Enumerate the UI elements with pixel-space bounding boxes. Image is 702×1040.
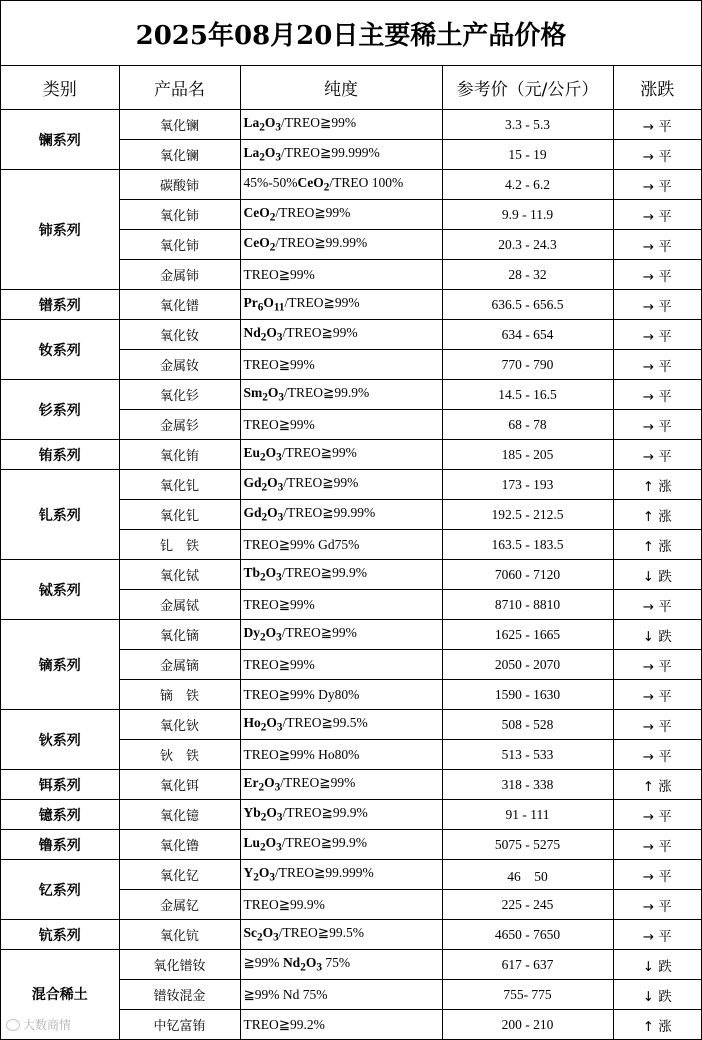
trend-cell: ↓ 跌 xyxy=(613,950,701,980)
price-cell: 15 - 19 xyxy=(442,140,613,170)
purity-text: O xyxy=(267,505,278,521)
header-category: 类别 xyxy=(1,66,119,110)
formula-subscript: 2 xyxy=(260,331,267,344)
purity-text: TREO≧99.2% xyxy=(243,1016,325,1032)
purity-text: /TREO≧99.5% xyxy=(278,925,364,941)
table-row xyxy=(1,290,701,320)
price-cell: 3.3 - 5.3 xyxy=(442,110,613,140)
price-cell: 46 50 xyxy=(442,860,613,890)
price-cell: 225 - 245 xyxy=(442,890,613,920)
category-cell: 钆系列 xyxy=(1,470,119,560)
product-name-cell: 氧化钪 xyxy=(119,920,240,950)
purity-cell xyxy=(240,470,442,500)
price-cell: 770 - 790 xyxy=(442,350,613,380)
trend-cell: ↓ 跌 xyxy=(613,560,701,590)
price-cell: 20.3 - 24.3 xyxy=(442,230,613,260)
formula-subscript: 2 xyxy=(260,811,267,824)
purity-text: O xyxy=(264,775,275,791)
purity-text: /TREO≧99% xyxy=(281,115,357,131)
formula-subscript: 2 xyxy=(323,181,330,194)
table-row xyxy=(1,920,701,950)
price-cell: 28 - 32 xyxy=(442,260,613,290)
price-cell: 68 - 78 xyxy=(442,410,613,440)
purity-text: CeO xyxy=(243,235,270,251)
purity-cell xyxy=(240,770,442,800)
product-name-cell: 氧化钆 xyxy=(119,500,240,530)
purity-text: Nd xyxy=(282,955,301,971)
purity-cell xyxy=(240,590,442,620)
price-cell: 8710 - 8810 xyxy=(442,590,613,620)
category-cell: 镧系列 xyxy=(1,110,119,170)
formula-subscript: 2 xyxy=(300,961,306,974)
purity-text: /TREO≧99% xyxy=(275,205,351,221)
purity-text: O xyxy=(263,295,274,311)
trend-cell: ↑ 涨 xyxy=(613,770,701,800)
trend-cell: → 平 xyxy=(613,260,701,290)
trend-cell: → 平 xyxy=(613,320,701,350)
purity-text: O xyxy=(265,625,277,641)
page-title: 2025年08月20日主要稀土产品价格 xyxy=(1,1,701,66)
trend-cell: → 平 xyxy=(613,110,701,140)
purity-text: ≧99% xyxy=(243,955,283,971)
product-name-cell: 氧化铕 xyxy=(119,440,240,470)
price-cell: 508 - 528 xyxy=(442,710,613,740)
category-cell: 钇系列 xyxy=(1,860,119,920)
purity-text: TREO≧99% xyxy=(243,596,315,612)
product-name-cell: 钆 铁 xyxy=(119,530,240,560)
category-cell: 镨系列 xyxy=(1,290,119,320)
purity-cell xyxy=(240,260,442,290)
price-cell: 2050 - 2070 xyxy=(442,650,613,680)
purity-cell xyxy=(240,860,442,890)
purity-text: /TREO 100% xyxy=(329,175,404,191)
purity-text: O xyxy=(265,445,277,461)
price-cell: 7060 - 7120 xyxy=(442,560,613,590)
product-name-cell: 氧化钬 xyxy=(119,710,240,740)
purity-text: Dy xyxy=(243,625,260,641)
trend-cell: → 平 xyxy=(613,920,701,950)
table-row xyxy=(1,110,701,140)
formula-subscript: 3 xyxy=(274,781,281,794)
trend-cell: → 平 xyxy=(613,890,701,920)
category-cell: 钪系列 xyxy=(1,920,119,950)
purity-text: /TREO≧99% xyxy=(281,625,357,641)
table-row xyxy=(1,770,701,800)
price-cell: 173 - 193 xyxy=(442,470,613,500)
purity-text: O xyxy=(266,325,277,341)
trend-cell: → 平 xyxy=(613,140,701,170)
purity-text: CeO xyxy=(297,175,324,191)
formula-subscript: 2 xyxy=(260,841,266,854)
price-cell: 9.9 - 11.9 xyxy=(442,200,613,230)
purity-text: /TREO≧99% xyxy=(280,775,356,791)
formula-subscript: 3 xyxy=(276,811,283,824)
formula-subscript: 2 xyxy=(258,781,265,794)
purity-cell xyxy=(240,290,442,320)
formula-subscript: 3 xyxy=(276,451,282,464)
product-name-cell: 氧化铈 xyxy=(119,230,240,260)
purity-text: /TREO≧99% xyxy=(283,475,359,491)
product-name-cell: 金属钕 xyxy=(119,350,240,380)
purity-text: Eu xyxy=(243,445,261,461)
purity-text: La xyxy=(243,115,260,131)
purity-cell xyxy=(240,530,442,560)
purity-text: TREO≧99% xyxy=(243,416,315,432)
formula-subscript: 3 xyxy=(273,931,279,944)
purity-cell xyxy=(240,680,442,710)
product-name-cell: 氧化钇 xyxy=(119,860,240,890)
table-row xyxy=(1,860,701,890)
trend-cell: → 平 xyxy=(613,410,701,440)
category-cell: 铽系列 xyxy=(1,560,119,620)
product-name-cell: 氧化铈 xyxy=(119,200,240,230)
purity-cell xyxy=(240,740,442,770)
table-row xyxy=(1,710,701,740)
formula-subscript: 3 xyxy=(275,151,282,164)
purity-cell xyxy=(240,230,442,260)
trend-cell: ↑ 涨 xyxy=(613,1010,701,1040)
header-purity: 纯度 xyxy=(240,66,442,110)
purity-text: /TREO≧99.999% xyxy=(281,145,380,161)
purity-cell xyxy=(240,500,442,530)
category-cell: 混合稀土 xyxy=(1,950,119,1040)
formula-subscript: 3 xyxy=(277,481,284,494)
formula-subscript: 2 xyxy=(262,391,268,404)
trend-cell: → 平 xyxy=(613,590,701,620)
purity-text: Nd xyxy=(243,325,261,341)
purity-cell xyxy=(240,920,442,950)
purity-text: O xyxy=(258,865,270,881)
trend-cell: → 平 xyxy=(613,740,701,770)
purity-cell xyxy=(240,650,442,680)
formula-subscript: 2 xyxy=(261,511,268,524)
purity-text: O xyxy=(264,145,276,161)
purity-text: Sc xyxy=(243,925,257,941)
price-cell: 513 - 533 xyxy=(442,740,613,770)
formula-subscript: 3 xyxy=(276,721,283,734)
purity-text: 45%-50% xyxy=(243,175,298,191)
product-name-cell: 金属镝 xyxy=(119,650,240,680)
product-name-cell: 氧化钐 xyxy=(119,380,240,410)
formula-subscript: 2 xyxy=(259,151,265,164)
purity-text: 75% xyxy=(321,955,351,971)
purity-text: /TREO≧99.999% xyxy=(275,865,374,881)
table-body xyxy=(1,110,701,1040)
category-cell: 钬系列 xyxy=(1,710,119,770)
purity-text: /TREO≧99.99% xyxy=(283,505,376,521)
trend-cell: → 平 xyxy=(613,860,701,890)
purity-text: O xyxy=(305,955,317,971)
formula-subscript: 3 xyxy=(276,631,282,644)
purity-text: O xyxy=(265,835,277,851)
header-row xyxy=(1,66,701,110)
purity-cell xyxy=(240,830,442,860)
price-cell: 1625 - 1665 xyxy=(442,620,613,650)
product-name-cell: 氧化镨钕 xyxy=(119,950,240,980)
purity-cell xyxy=(240,710,442,740)
watermark-text: 大数商情 xyxy=(23,1018,72,1032)
purity-cell xyxy=(240,410,442,440)
product-name-cell: 氧化铽 xyxy=(119,560,240,590)
purity-cell xyxy=(240,320,442,350)
purity-text: O xyxy=(267,385,279,401)
category-cell: 铕系列 xyxy=(1,440,119,470)
category-cell: 镥系列 xyxy=(1,830,119,860)
purity-text: TREO≧99% xyxy=(243,656,315,672)
formula-subscript: 2 xyxy=(269,241,276,254)
purity-text: Yb xyxy=(243,805,261,821)
purity-text: /TREO≧99.5% xyxy=(282,715,368,731)
product-name-cell: 氧化钆 xyxy=(119,470,240,500)
purity-cell xyxy=(240,890,442,920)
formula-subscript: 2 xyxy=(260,451,266,464)
purity-cell xyxy=(240,380,442,410)
table-row xyxy=(1,320,701,350)
trend-cell: → 平 xyxy=(613,800,701,830)
formula-subscript: 2 xyxy=(257,931,263,944)
category-cell: 铈系列 xyxy=(1,170,119,290)
purity-text: Gd xyxy=(243,475,262,491)
price-cell: 200 - 210 xyxy=(442,1010,613,1040)
purity-text: TREO≧99% Gd75% xyxy=(243,536,360,552)
trend-cell: → 平 xyxy=(613,230,701,260)
trend-cell: → 平 xyxy=(613,290,701,320)
purity-text: O xyxy=(264,115,276,131)
price-cell: 14.5 - 16.5 xyxy=(442,380,613,410)
purity-text: /TREO≧99.9% xyxy=(284,385,370,401)
header-reference-price: 参考价（元/公斤） xyxy=(442,66,613,110)
purity-text: Sm xyxy=(243,385,263,401)
product-name-cell: 氧化镝 xyxy=(119,620,240,650)
purity-cell xyxy=(240,1010,442,1040)
purity-cell xyxy=(240,800,442,830)
price-cell: 755- 775 xyxy=(442,980,613,1010)
purity-text: O xyxy=(265,565,277,581)
purity-cell xyxy=(240,110,442,140)
table-row xyxy=(1,440,701,470)
purity-text: ≧99% Nd 75% xyxy=(243,986,328,1002)
table-row xyxy=(1,620,701,650)
formula-subscript: 2 xyxy=(253,871,259,884)
purity-text: /TREO≧99.9% xyxy=(281,565,367,581)
purity-text: /TREO≧99.9% xyxy=(281,835,367,851)
price-cell: 636.5 - 656.5 xyxy=(442,290,613,320)
price-cell: 91 - 111 xyxy=(442,800,613,830)
purity-text: O xyxy=(266,805,277,821)
header-change: 涨跌 xyxy=(613,66,701,110)
table-row xyxy=(1,170,701,200)
trend-cell: → 平 xyxy=(613,380,701,410)
purity-text: Lu xyxy=(243,835,261,851)
price-cell: 192.5 - 212.5 xyxy=(442,500,613,530)
purity-text: O xyxy=(262,925,274,941)
formula-subscript: 3 xyxy=(276,841,282,854)
purity-text: TREO≧99% xyxy=(243,266,315,282)
product-name-cell: 氧化镧 xyxy=(119,140,240,170)
trend-cell: → 平 xyxy=(613,830,701,860)
price-cell: 4650 - 7650 xyxy=(442,920,613,950)
price-cell: 5075 - 5275 xyxy=(442,830,613,860)
purity-text: TREO≧99.9% xyxy=(243,896,325,912)
purity-text: La xyxy=(243,145,260,161)
product-name-cell: 氧化铒 xyxy=(119,770,240,800)
table-row xyxy=(1,470,701,500)
price-table xyxy=(1,66,701,1040)
purity-text: Pr xyxy=(243,295,258,311)
table-row xyxy=(1,950,701,980)
purity-cell xyxy=(240,170,442,200)
product-name-cell: 金属铈 xyxy=(119,260,240,290)
price-cell: 4.2 - 6.2 xyxy=(442,170,613,200)
product-name-cell: 镝 铁 xyxy=(119,680,240,710)
trend-cell: → 平 xyxy=(613,170,701,200)
purity-text: /TREO≧99.99% xyxy=(275,235,368,251)
trend-cell: ↓ 跌 xyxy=(613,620,701,650)
purity-cell xyxy=(240,140,442,170)
formula-subscript: 3 xyxy=(277,511,284,524)
purity-text: /TREO≧99.9% xyxy=(282,805,368,821)
formula-subscript: 3 xyxy=(316,961,322,974)
price-cell: 634 - 654 xyxy=(442,320,613,350)
product-name-cell: 碳酸铈 xyxy=(119,170,240,200)
purity-text: Y xyxy=(243,865,254,881)
purity-text: Ho xyxy=(243,715,261,731)
purity-cell xyxy=(240,620,442,650)
category-cell: 钐系列 xyxy=(1,380,119,440)
formula-subscript: 3 xyxy=(278,391,285,404)
category-cell: 铒系列 xyxy=(1,770,119,800)
trend-cell: → 平 xyxy=(613,440,701,470)
product-name-cell: 金属钐 xyxy=(119,410,240,440)
watermark xyxy=(6,1016,71,1033)
table-row xyxy=(1,800,701,830)
trend-cell: → 平 xyxy=(613,200,701,230)
product-name-cell: 金属钇 xyxy=(119,890,240,920)
purity-cell xyxy=(240,350,442,380)
formula-subscript: 2 xyxy=(260,571,266,584)
purity-text: Tb xyxy=(243,565,261,581)
category-cell: 钕系列 xyxy=(1,320,119,380)
product-name-cell: 氧化镥 xyxy=(119,830,240,860)
product-name-cell: 氧化镱 xyxy=(119,800,240,830)
trend-cell: → 平 xyxy=(613,680,701,710)
trend-cell: → 平 xyxy=(613,650,701,680)
product-name-cell: 氧化镨 xyxy=(119,290,240,320)
product-name-cell: 中钇富铕 xyxy=(119,1010,240,1040)
trend-cell: ↓ 跌 xyxy=(613,980,701,1010)
purity-text: O xyxy=(267,475,278,491)
formula-subscript: 3 xyxy=(269,871,276,884)
product-name-cell: 金属铽 xyxy=(119,590,240,620)
price-cell: 1590 - 1630 xyxy=(442,680,613,710)
purity-text: TREO≧99% Dy80% xyxy=(243,686,360,702)
purity-text: TREO≧99% Ho80% xyxy=(243,746,360,762)
table-row xyxy=(1,380,701,410)
formula-subscript: 3 xyxy=(275,121,282,134)
formula-subscript: 6 xyxy=(257,301,264,314)
purity-text: CeO xyxy=(243,205,270,221)
trend-cell: ↑ 涨 xyxy=(613,500,701,530)
purity-cell xyxy=(240,950,442,980)
product-name-cell: 氧化镧 xyxy=(119,110,240,140)
category-cell: 镱系列 xyxy=(1,800,119,830)
price-cell: 617 - 637 xyxy=(442,950,613,980)
formula-subscript: 3 xyxy=(276,571,282,584)
product-name-cell: 氧化钕 xyxy=(119,320,240,350)
purity-cell xyxy=(240,980,442,1010)
formula-subscript: 2 xyxy=(269,211,276,224)
price-cell: 163.5 - 183.5 xyxy=(442,530,613,560)
trend-cell: → 平 xyxy=(613,710,701,740)
purity-text: Er xyxy=(243,775,259,791)
purity-text: /TREO≧99% xyxy=(284,295,360,311)
formula-subscript: 2 xyxy=(260,721,267,734)
formula-subscript: 3 xyxy=(276,331,283,344)
trend-cell: ↑ 涨 xyxy=(613,530,701,560)
purity-text: /TREO≧99% xyxy=(281,445,357,461)
formula-subscript: 2 xyxy=(259,121,265,134)
purity-cell xyxy=(240,440,442,470)
purity-cell xyxy=(240,200,442,230)
table-row xyxy=(1,830,701,860)
category-cell: 镝系列 xyxy=(1,620,119,710)
header-product-name: 产品名 xyxy=(119,66,240,110)
formula-subscript: 2 xyxy=(260,631,266,644)
table-row xyxy=(1,560,701,590)
purity-text: TREO≧99% xyxy=(243,356,315,372)
purity-text: O xyxy=(266,715,277,731)
trend-cell: → 平 xyxy=(613,350,701,380)
product-name-cell: 镨钕混金 xyxy=(119,980,240,1010)
product-name-cell: 钬 铁 xyxy=(119,740,240,770)
formula-subscript: 2 xyxy=(261,481,268,494)
price-cell: 318 - 338 xyxy=(442,770,613,800)
price-cell: 185 - 205 xyxy=(442,440,613,470)
weibo-logo-icon xyxy=(6,1019,20,1031)
formula-subscript: 11 xyxy=(273,301,285,314)
purity-cell xyxy=(240,560,442,590)
purity-text: Gd xyxy=(243,505,262,521)
trend-cell: ↑ 涨 xyxy=(613,470,701,500)
purity-text: /TREO≧99% xyxy=(282,325,358,341)
